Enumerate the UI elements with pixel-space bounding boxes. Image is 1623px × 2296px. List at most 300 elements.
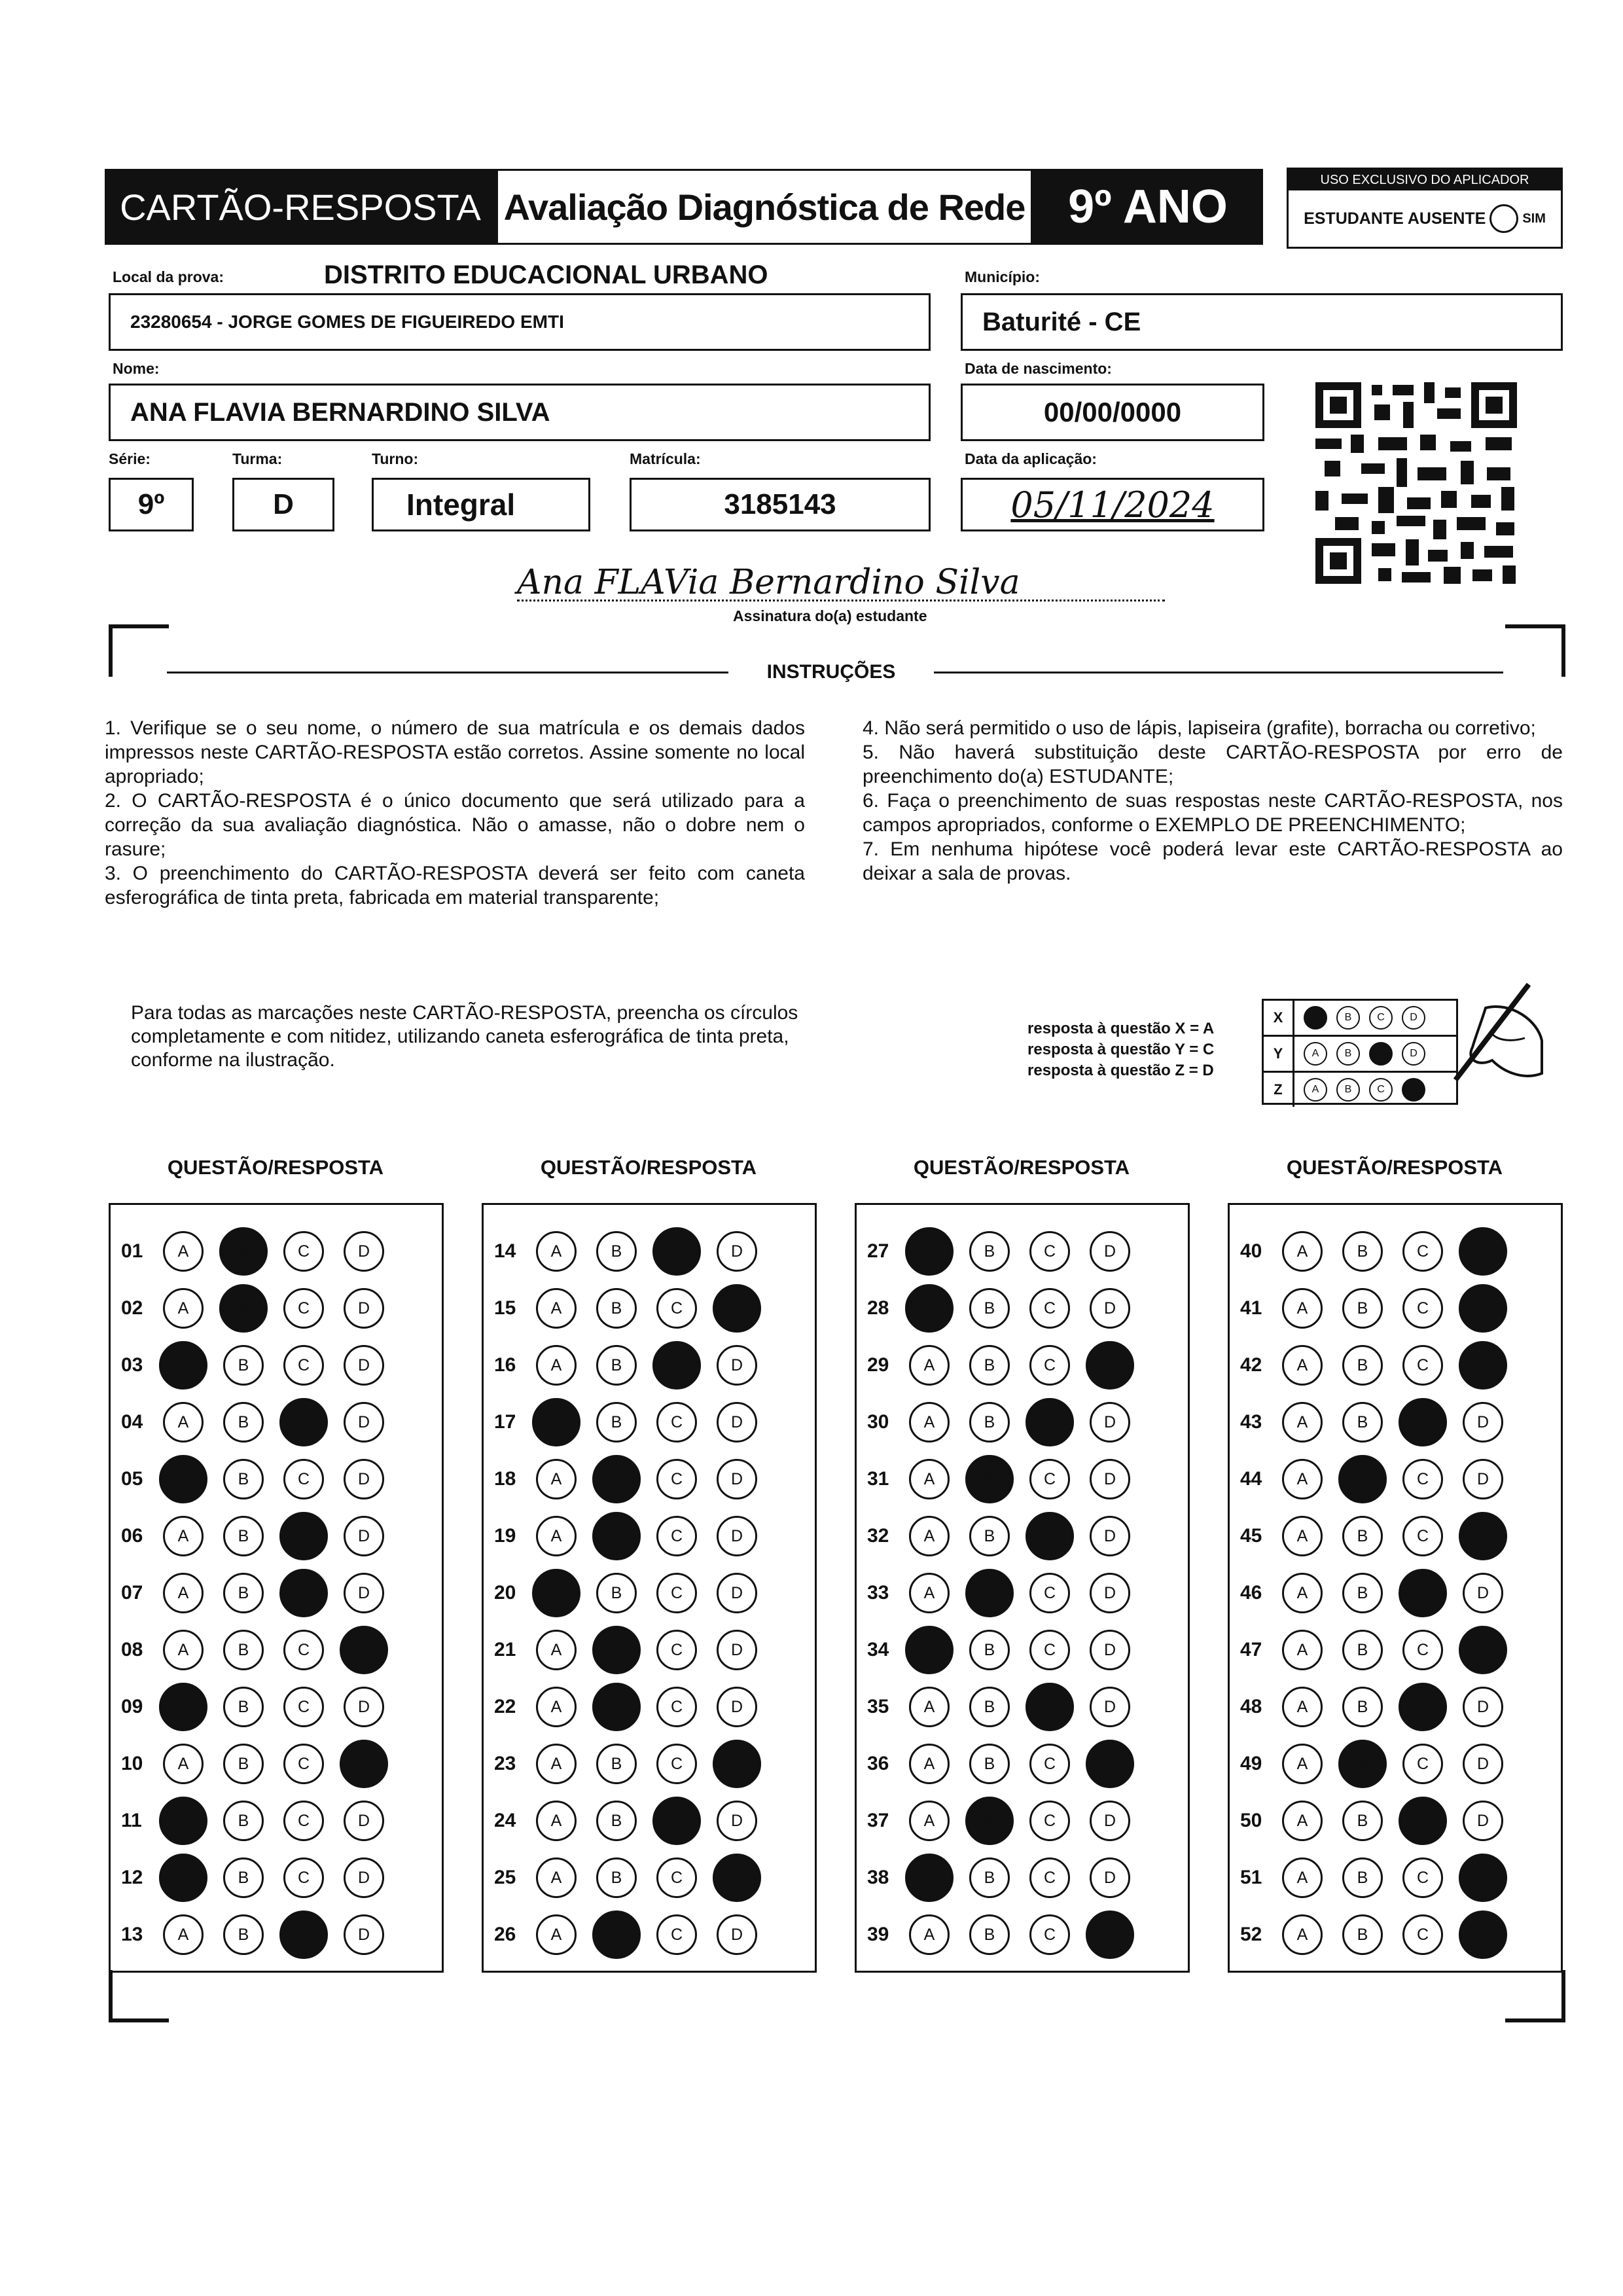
answer-bubble-b[interactable]: B: [1342, 1288, 1383, 1329]
answer-bubble-a[interactable]: A: [1282, 1573, 1323, 1613]
answer-bubble-d[interactable]: D: [340, 1740, 388, 1788]
question-number: 18: [494, 1468, 516, 1490]
answer-bubble-c[interactable]: C: [1399, 1569, 1447, 1617]
answer-bubble-b[interactable]: B: [1342, 1857, 1383, 1898]
question-number: 13: [121, 1924, 143, 1945]
answer-bubble-d[interactable]: D: [717, 1687, 757, 1727]
answer-bubble-d[interactable]: D: [1463, 1402, 1503, 1443]
answer-bubble-c[interactable]: C: [283, 1687, 324, 1727]
answer-bubble-d[interactable]: D: [717, 1573, 757, 1613]
answer-bubble-c[interactable]: C: [656, 1573, 697, 1613]
question-row: [484, 1399, 777, 1445]
answer-bubble-a[interactable]: A: [909, 1459, 950, 1499]
answer-bubble-d[interactable]: D: [344, 1914, 384, 1955]
question-row: [484, 1798, 777, 1844]
question-number: 04: [121, 1411, 143, 1433]
answer-bubble-c[interactable]: C: [279, 1569, 328, 1617]
answer-bubble-a[interactable]: A: [536, 1288, 577, 1329]
absent-yes-label: SIM: [1522, 211, 1546, 226]
question-number: 29: [867, 1354, 889, 1376]
question-number: 49: [1240, 1753, 1262, 1774]
answer-bubble-c[interactable]: C: [656, 1516, 697, 1556]
answer-bubble-a[interactable]: A: [163, 1573, 204, 1613]
answer-bubble-d[interactable]: D: [1090, 1402, 1130, 1443]
question-number: 47: [1240, 1639, 1262, 1660]
question-number: 36: [867, 1753, 889, 1774]
answer-bubble-c[interactable]: C: [283, 1744, 324, 1784]
answer-bubble-c[interactable]: C: [283, 1288, 324, 1329]
answer-bubble-d[interactable]: D: [1090, 1687, 1130, 1727]
answer-bubble-d[interactable]: D: [713, 1740, 761, 1788]
answer-bubble-c[interactable]: C: [656, 1857, 697, 1898]
answer-bubble-d[interactable]: D: [717, 1345, 757, 1386]
answer-bubble-d[interactable]: D: [1459, 1626, 1507, 1674]
answer-bubble-c[interactable]: C: [1029, 1630, 1070, 1670]
answer-bubble-c[interactable]: C: [1399, 1683, 1447, 1731]
answer-bubble-a[interactable]: A: [1282, 1857, 1323, 1898]
answer-bubble-b[interactable]: B: [223, 1687, 264, 1727]
answer-bubble-d[interactable]: D: [344, 1801, 384, 1841]
answer-bubble-d[interactable]: D: [1459, 1284, 1507, 1333]
municipio-label: Município:: [965, 268, 1040, 285]
answer-bubble-b[interactable]: B: [223, 1459, 264, 1499]
title-banner: [105, 169, 496, 245]
nome-field: [109, 384, 931, 441]
answer-bubble-b[interactable]: B: [223, 1516, 264, 1556]
answer-bubble-a[interactable]: A: [1282, 1630, 1323, 1670]
answer-bubble-d[interactable]: D: [717, 1801, 757, 1841]
answer-bubble-a[interactable]: A: [536, 1345, 577, 1386]
answer-bubble-a[interactable]: A: [163, 1402, 204, 1443]
question-row: [1230, 1912, 1523, 1958]
answer-bubble-d[interactable]: D: [713, 1854, 761, 1902]
answer-bubble-a[interactable]: A: [905, 1284, 954, 1333]
answer-bubble-a[interactable]: A: [1282, 1288, 1323, 1329]
answer-bubble-b[interactable]: B: [223, 1630, 264, 1670]
instructions-title: INSTRUÇÕES: [766, 661, 896, 683]
example-line-z: resposta à questão Z = D: [1027, 1062, 1214, 1079]
example-bubble-b: B: [1336, 1042, 1360, 1066]
answer-bubble-a[interactable]: A: [909, 1744, 950, 1784]
question-number: 51: [1240, 1867, 1262, 1888]
question-number: 35: [867, 1696, 889, 1717]
answer-bubble-c[interactable]: C: [283, 1459, 324, 1499]
answer-bubble-b[interactable]: B: [965, 1455, 1014, 1503]
answer-bubble-d[interactable]: D: [344, 1231, 384, 1272]
answer-bubble-b[interactable]: B: [1342, 1345, 1383, 1386]
answer-bubble-a[interactable]: A: [163, 1516, 204, 1556]
question-number: 48: [1240, 1696, 1262, 1717]
answer-bubble-b[interactable]: B: [969, 1345, 1010, 1386]
answer-bubble-d[interactable]: D: [1459, 1910, 1507, 1959]
question-row: [111, 1229, 404, 1274]
grade: 9º ANO: [1068, 181, 1228, 233]
instructions-right: [863, 716, 1563, 886]
turma-label: Turma:: [232, 450, 283, 467]
example-row-label: X: [1264, 1001, 1294, 1035]
answer-bubble-a[interactable]: A: [536, 1857, 577, 1898]
question-row: [857, 1627, 1150, 1673]
nascimento-field: [961, 384, 1264, 441]
answer-bubble-d[interactable]: D: [1090, 1573, 1130, 1613]
answer-bubble-c[interactable]: C: [652, 1797, 701, 1845]
answer-bubble-d[interactable]: D: [344, 1573, 384, 1613]
answer-bubble-c[interactable]: C: [1026, 1398, 1074, 1446]
pen-hand-illustration: [1414, 982, 1544, 1100]
answer-bubble-c[interactable]: C: [1402, 1914, 1443, 1955]
answer-bubble-d[interactable]: D: [344, 1687, 384, 1727]
answer-bubble-d[interactable]: D: [1090, 1231, 1130, 1272]
answer-bubble-a[interactable]: A: [163, 1744, 204, 1784]
question-number: 42: [1240, 1354, 1262, 1376]
answer-bubble-c[interactable]: C: [1402, 1630, 1443, 1670]
answer-bubble-a[interactable]: A: [905, 1854, 954, 1902]
answer-bubble-a[interactable]: A: [905, 1227, 954, 1276]
answer-bubble-d[interactable]: D: [1086, 1910, 1134, 1959]
answer-bubble-b[interactable]: B: [1342, 1801, 1383, 1841]
answer-bubble-a[interactable]: A: [159, 1341, 207, 1390]
answer-bubble-a[interactable]: A: [1282, 1345, 1323, 1386]
answer-bubble-c[interactable]: C: [1029, 1288, 1070, 1329]
question-number: 01: [121, 1240, 143, 1262]
answer-bubble-d[interactable]: D: [1463, 1801, 1503, 1841]
answer-bubble-a[interactable]: A: [905, 1626, 954, 1674]
answer-bubble-c[interactable]: C: [279, 1512, 328, 1560]
answer-bubble-c[interactable]: C: [1029, 1573, 1070, 1613]
question-row: [1230, 1741, 1523, 1787]
answer-bubble-b[interactable]: B: [969, 1516, 1010, 1556]
answer-bubble-a[interactable]: A: [1282, 1459, 1323, 1499]
answer-bubble-b[interactable]: B: [965, 1797, 1014, 1845]
question-row: [484, 1456, 777, 1502]
answer-bubble-c[interactable]: C: [1402, 1231, 1443, 1272]
answer-bubble-a[interactable]: A: [159, 1683, 207, 1731]
answer-bubble-b[interactable]: B: [223, 1914, 264, 1955]
question-number: 11: [121, 1810, 142, 1831]
question-number: 50: [1240, 1810, 1262, 1831]
answer-bubble-b[interactable]: B: [223, 1345, 264, 1386]
local-school-field: [109, 293, 931, 351]
answer-bubble-d[interactable]: D: [1463, 1744, 1503, 1784]
aplicacao-label: Data da aplicação:: [965, 450, 1097, 467]
answer-bubble-a[interactable]: A: [1282, 1744, 1323, 1784]
answer-bubble-a[interactable]: A: [536, 1516, 577, 1556]
answer-bubble-a[interactable]: A: [532, 1398, 580, 1446]
answer-bubble-d[interactable]: D: [344, 1402, 384, 1443]
question-number: 30: [867, 1411, 889, 1433]
column-title-1: QUESTÃO/RESPOSTA: [167, 1156, 384, 1179]
answer-bubble-b[interactable]: B: [596, 1857, 637, 1898]
answer-bubble-c[interactable]: C: [1029, 1744, 1070, 1784]
answer-bubble-b[interactable]: B: [596, 1288, 637, 1329]
question-number: 52: [1240, 1924, 1262, 1945]
subtitle: Avaliação Diagnóstica de Rede: [503, 186, 1026, 228]
example-line-y: resposta à questão Y = C: [1027, 1041, 1215, 1058]
answer-bubble-b[interactable]: B: [592, 1512, 641, 1560]
answer-bubble-d[interactable]: D: [717, 1459, 757, 1499]
question-number: 46: [1240, 1582, 1262, 1604]
question-number: 37: [867, 1810, 889, 1831]
answer-bubble-c[interactable]: C: [1402, 1459, 1443, 1499]
answer-bubble-b[interactable]: B: [1342, 1630, 1383, 1670]
answer-bubble-d[interactable]: D: [1086, 1740, 1134, 1788]
answer-bubble-a[interactable]: A: [909, 1516, 950, 1556]
answer-bubble-b[interactable]: B: [592, 1626, 641, 1674]
question-row: [111, 1285, 404, 1331]
question-row: [1230, 1456, 1523, 1502]
answer-bubble-c[interactable]: C: [1026, 1683, 1074, 1731]
answer-bubble-c[interactable]: C: [1402, 1345, 1443, 1386]
nome-label: Nome:: [113, 360, 160, 377]
question-row: [111, 1399, 404, 1445]
answer-bubble-c[interactable]: C: [1029, 1914, 1070, 1955]
answer-bubble-c[interactable]: C: [1402, 1288, 1443, 1329]
answer-bubble-a[interactable]: A: [1282, 1687, 1323, 1727]
question-row: [111, 1513, 404, 1559]
answer-bubble-b[interactable]: B: [1342, 1231, 1383, 1272]
answer-bubble-c[interactable]: C: [656, 1288, 697, 1329]
answer-bubble-c[interactable]: C: [1029, 1345, 1070, 1386]
question-number: 43: [1240, 1411, 1262, 1433]
answer-bubble-c[interactable]: C: [283, 1345, 324, 1386]
answer-bubble-c[interactable]: C: [283, 1801, 324, 1841]
answer-bubble-b[interactable]: B: [969, 1857, 1010, 1898]
answer-bubble-d[interactable]: D: [1090, 1459, 1130, 1499]
matricula-label: Matrícula:: [630, 450, 701, 467]
answer-bubble-a[interactable]: A: [1282, 1516, 1323, 1556]
answer-bubble-d[interactable]: D: [713, 1284, 761, 1333]
answer-bubble-c[interactable]: C: [1029, 1857, 1070, 1898]
answer-bubble-d[interactable]: D: [717, 1516, 757, 1556]
instruction-3: 3. O preenchimento do CARTÃO-RESPOSTA deverá ser feito com caneta esferográfica de tinta preta, fabricada em material transparente;: [105, 863, 805, 908]
question-row: [484, 1229, 777, 1274]
question-number: 20: [494, 1582, 516, 1604]
answer-bubble-a[interactable]: A: [1282, 1914, 1323, 1955]
answer-bubble-b[interactable]: B: [223, 1801, 264, 1841]
answer-bubble-c[interactable]: C: [1029, 1801, 1070, 1841]
question-number: 44: [1240, 1468, 1262, 1490]
answer-bubble-c[interactable]: C: [1029, 1231, 1070, 1272]
answer-bubble-b[interactable]: B: [969, 1630, 1010, 1670]
answer-bubble-b[interactable]: B: [1342, 1914, 1383, 1955]
question-number: 15: [494, 1297, 516, 1319]
answer-bubble-c[interactable]: C: [656, 1402, 697, 1443]
answer-bubble-a[interactable]: A: [536, 1630, 577, 1670]
answer-bubble-c[interactable]: C: [1399, 1797, 1447, 1845]
answer-bubble-b[interactable]: B: [596, 1744, 637, 1784]
answer-bubble-c[interactable]: C: [279, 1910, 328, 1959]
answer-bubble-a[interactable]: A: [163, 1914, 204, 1955]
answer-bubble-d[interactable]: D: [1086, 1341, 1134, 1390]
answer-bubble-d[interactable]: D: [344, 1345, 384, 1386]
answer-bubble-c[interactable]: C: [652, 1341, 701, 1390]
answer-bubble-a[interactable]: A: [536, 1801, 577, 1841]
answer-bubble-b[interactable]: B: [596, 1402, 637, 1443]
answer-bubble-c[interactable]: C: [283, 1857, 324, 1898]
answer-bubble-a[interactable]: A: [163, 1231, 204, 1272]
answer-bubble-c[interactable]: C: [656, 1630, 697, 1670]
example-bubble-c: C: [1369, 1078, 1393, 1102]
answer-bubble-b[interactable]: B: [1342, 1402, 1383, 1443]
answer-bubble-b[interactable]: B: [592, 1455, 641, 1503]
answer-bubble-b[interactable]: B: [596, 1801, 637, 1841]
answer-bubble-b[interactable]: B: [223, 1744, 264, 1784]
answer-bubble-a[interactable]: A: [163, 1288, 204, 1329]
question-row: [484, 1570, 777, 1616]
turno-field: [372, 478, 590, 531]
answer-bubble-c[interactable]: C: [656, 1459, 697, 1499]
answer-bubble-c[interactable]: C: [1402, 1857, 1443, 1898]
answer-bubble-b[interactable]: B: [223, 1402, 264, 1443]
municipio: Baturité - CE: [982, 307, 1141, 336]
answer-bubble-a[interactable]: A: [909, 1345, 950, 1386]
answer-bubble-a[interactable]: A: [536, 1459, 577, 1499]
answer-bubble-d[interactable]: D: [1090, 1857, 1130, 1898]
answer-bubble-b[interactable]: B: [223, 1573, 264, 1613]
answer-bubble-d[interactable]: D: [1090, 1630, 1130, 1670]
answer-bubble-a[interactable]: A: [159, 1797, 207, 1845]
answer-bubble-d[interactable]: D: [1459, 1341, 1507, 1390]
fill-note: Para todas as marcações neste CARTÃO-RESPOSTA, preencha os círculos completamente e com nitidez, utilizando caneta esferográfica de tinta preta, conforme na ilustração.: [131, 1002, 798, 1071]
answer-bubble-a[interactable]: A: [536, 1744, 577, 1784]
question-number: 28: [867, 1297, 889, 1319]
answer-bubble-c[interactable]: C: [1402, 1744, 1443, 1784]
answer-bubble-a[interactable]: A: [163, 1630, 204, 1670]
question-row: [857, 1513, 1150, 1559]
answer-bubble-a[interactable]: A: [909, 1687, 950, 1727]
answer-bubble-a[interactable]: A: [532, 1569, 580, 1617]
example-row-label: Y: [1264, 1037, 1294, 1071]
answer-bubble-b[interactable]: B: [219, 1227, 268, 1276]
signature-label: Assinatura do(a) estudante: [733, 607, 927, 624]
answer-bubble-d[interactable]: D: [1463, 1687, 1503, 1727]
answer-bubble-b[interactable]: B: [1338, 1455, 1387, 1503]
question-number: 05: [121, 1468, 143, 1490]
question-row: [111, 1798, 404, 1844]
question-row: [857, 1741, 1150, 1787]
answer-bubble-b[interactable]: B: [1338, 1740, 1387, 1788]
question-number: 14: [494, 1240, 516, 1262]
question-row: [484, 1285, 777, 1331]
answer-column-3: [855, 1203, 1190, 1973]
answer-bubble-b[interactable]: B: [592, 1683, 641, 1731]
question-number: 03: [121, 1354, 143, 1376]
answer-bubble-a[interactable]: A: [159, 1455, 207, 1503]
answer-bubble-d[interactable]: D: [717, 1231, 757, 1272]
municipio-field: [961, 293, 1563, 351]
answer-bubble-d[interactable]: D: [1090, 1288, 1130, 1329]
question-number: 25: [494, 1867, 516, 1888]
answer-bubble-b[interactable]: B: [969, 1231, 1010, 1272]
nome: ANA FLAVIA BERNARDINO SILVA: [130, 397, 550, 427]
answer-bubble-c[interactable]: C: [283, 1231, 324, 1272]
turma: D: [273, 488, 294, 520]
answer-bubble-c[interactable]: C: [652, 1227, 701, 1276]
answer-bubble-b[interactable]: B: [596, 1345, 637, 1386]
answer-bubble-c[interactable]: C: [1402, 1516, 1443, 1556]
answer-bubble-d[interactable]: D: [1463, 1459, 1503, 1499]
answer-bubble-a[interactable]: A: [1282, 1231, 1323, 1272]
answer-bubble-a[interactable]: A: [909, 1914, 950, 1955]
answer-bubble-b[interactable]: B: [1342, 1687, 1383, 1727]
question-row: [484, 1912, 777, 1958]
answer-bubble-b[interactable]: B: [965, 1569, 1014, 1617]
answer-bubble-d[interactable]: D: [717, 1630, 757, 1670]
answer-bubble-b[interactable]: B: [969, 1914, 1010, 1955]
answer-bubble-d[interactable]: D: [1090, 1516, 1130, 1556]
answer-bubble-b[interactable]: B: [969, 1687, 1010, 1727]
answer-bubble-b[interactable]: B: [592, 1910, 641, 1959]
answer-bubble-c[interactable]: C: [656, 1914, 697, 1955]
answer-bubble-d[interactable]: D: [717, 1402, 757, 1443]
question-number: 40: [1240, 1240, 1262, 1262]
qr-code: [1315, 382, 1517, 584]
example-line-x: resposta à questão X = A: [1027, 1020, 1215, 1037]
absent-checkbox[interactable]: [1489, 204, 1518, 233]
answer-bubble-d[interactable]: D: [344, 1288, 384, 1329]
answer-bubble-b[interactable]: B: [1342, 1573, 1383, 1613]
answer-bubble-c[interactable]: C: [1399, 1398, 1447, 1446]
question-row: [857, 1229, 1150, 1274]
answer-bubble-d[interactable]: D: [344, 1516, 384, 1556]
answer-bubble-a[interactable]: A: [536, 1231, 577, 1272]
matricula: 3185143: [724, 488, 836, 520]
answer-bubble-d[interactable]: D: [1090, 1801, 1130, 1841]
answer-bubble-c[interactable]: C: [656, 1744, 697, 1784]
question-row: [111, 1456, 404, 1502]
answer-bubble-d[interactable]: D: [717, 1914, 757, 1955]
answer-bubble-b[interactable]: B: [596, 1231, 637, 1272]
example-bubble-b: B: [1336, 1006, 1360, 1030]
answer-bubble-d[interactable]: D: [344, 1459, 384, 1499]
answer-bubble-b[interactable]: B: [969, 1402, 1010, 1443]
answer-bubble-a[interactable]: A: [909, 1573, 950, 1613]
question-number: 23: [494, 1753, 516, 1774]
answer-bubble-a[interactable]: A: [909, 1801, 950, 1841]
answer-bubble-a[interactable]: A: [536, 1687, 577, 1727]
applicator-label: USO EXCLUSIVO DO APLICADOR: [1320, 172, 1529, 187]
answer-bubble-c[interactable]: C: [1026, 1512, 1074, 1560]
answer-bubble-c[interactable]: C: [283, 1630, 324, 1670]
question-number: 21: [494, 1639, 516, 1660]
answer-bubble-b[interactable]: B: [219, 1284, 268, 1333]
answer-bubble-b[interactable]: B: [1342, 1516, 1383, 1556]
answer-bubble-a[interactable]: A: [536, 1914, 577, 1955]
question-row: [1230, 1399, 1523, 1445]
answer-bubble-b[interactable]: B: [969, 1288, 1010, 1329]
answer-bubble-d[interactable]: D: [340, 1626, 388, 1674]
question-row: [857, 1912, 1150, 1958]
answer-bubble-d[interactable]: D: [344, 1857, 384, 1898]
answer-bubble-b[interactable]: B: [223, 1857, 264, 1898]
answer-bubble-a[interactable]: A: [909, 1402, 950, 1443]
question-row: [111, 1855, 404, 1901]
answer-bubble-b[interactable]: B: [596, 1573, 637, 1613]
answer-bubble-b[interactable]: B: [969, 1744, 1010, 1784]
answer-bubble-a[interactable]: A: [1282, 1402, 1323, 1443]
answer-bubble-a[interactable]: A: [159, 1854, 207, 1902]
answer-bubble-c[interactable]: C: [1029, 1459, 1070, 1499]
question-row: [484, 1342, 777, 1388]
answer-bubble-c[interactable]: C: [656, 1687, 697, 1727]
answer-bubble-d[interactable]: D: [1459, 1854, 1507, 1902]
example-lines: [1027, 1018, 1214, 1081]
answer-bubble-a[interactable]: A: [1282, 1801, 1323, 1841]
answer-bubble-d[interactable]: D: [1459, 1227, 1507, 1276]
answer-bubble-c[interactable]: C: [279, 1398, 328, 1446]
answer-bubble-d[interactable]: D: [1463, 1573, 1503, 1613]
answer-bubble-d[interactable]: D: [1459, 1512, 1507, 1560]
